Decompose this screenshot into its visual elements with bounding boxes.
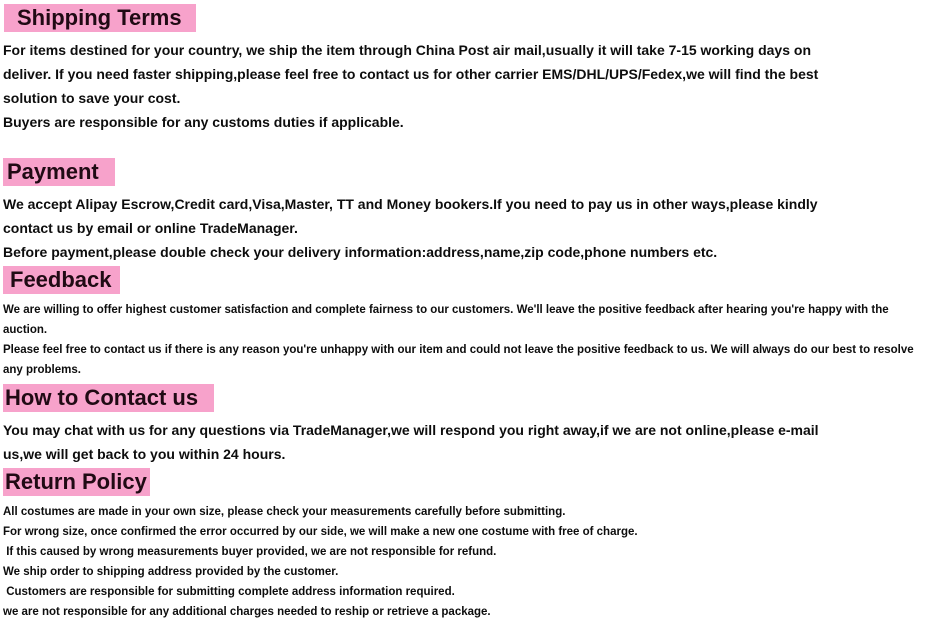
text-line: We ship order to shipping address provided by the customer. — [3, 566, 339, 578]
shipping-terms-heading — [3, 4, 943, 32]
text-line: auction. — [3, 324, 48, 336]
feedback-paragraph-0 — [3, 300, 943, 340]
text-line: Customers are responsible for submitting complete address information required. — [3, 586, 455, 598]
shipping-terms-paragraph-0 — [3, 38, 943, 110]
text-line: We accept Alipay Escrow,Credit card,Visa,Master, TT and Money bookers.If you need to pay us in other ways,please kindly — [3, 196, 818, 212]
text-line: For wrong size, once confirmed the error occurred by our side, we will make a new one costume with free of charge. — [3, 526, 638, 538]
text-line: You may chat with us for any questions via TradeManager,we will respond you right away,if we are not online,please e-mail — [3, 422, 819, 438]
text-line: contact us by email or online TradeManager. — [3, 220, 298, 236]
policy-sections — [3, 4, 943, 621]
shipping-terms-heading-highlight: Shipping Terms — [4, 4, 196, 32]
text-line: Buyers are responsible for any customs duties if applicable. — [3, 114, 404, 130]
text-line: any problems. — [3, 364, 81, 376]
text-line: us,we will get back to you within 24 hours. — [3, 446, 286, 462]
section-payment — [3, 158, 943, 264]
text-line: deliver. If you need faster shipping,please feel free to contact us for other carrier EMS/DHL/UPS/Fedex,we will find the best — [3, 66, 819, 82]
text-line: we are not responsible for any additional charges needed to reship or retrieve a package. — [3, 606, 491, 618]
return-policy-paragraph-0 — [3, 502, 943, 621]
feedback-heading — [3, 266, 943, 294]
return-policy-heading — [3, 468, 943, 496]
how-to-contact-us-heading-highlight: How to Contact us — [3, 384, 214, 412]
text-line: For items destined for your country, we ship the item through China Post air mail,usually it will take 7-15 working days on — [3, 42, 812, 58]
how-to-contact-us-paragraph-0 — [3, 418, 943, 466]
payment-heading-highlight: Payment — [3, 158, 115, 186]
section-how-to-contact-us — [3, 384, 943, 466]
payment-paragraph-0 — [3, 192, 943, 240]
text-line: Please feel free to contact us if there is any reason you're unhappy with our item and could not leave the positive feedback to us. We will always do our best to resolve — [3, 344, 914, 356]
shipping-terms-paragraph-1 — [3, 110, 943, 134]
feedback-paragraph-1 — [3, 340, 943, 380]
feedback-heading-highlight: Feedback — [3, 266, 120, 294]
section-shipping-terms — [3, 4, 943, 134]
text-line: solution to save your cost. — [3, 90, 181, 106]
section-return-policy — [3, 468, 943, 621]
payment-paragraph-1 — [3, 240, 943, 264]
return-policy-heading-highlight: Return Policy — [3, 468, 150, 496]
section-feedback — [3, 266, 943, 380]
text-line: All costumes are made in your own size, please check your measurements carefully before submitting. — [3, 506, 566, 518]
text-line: Before payment,please double check your delivery information:address,name,zip code,phone numbers etc. — [3, 244, 718, 260]
how-to-contact-us-heading — [3, 384, 943, 412]
payment-heading — [3, 158, 943, 186]
text-line: If this caused by wrong measurements buyer provided, we are not responsible for refund. — [3, 546, 497, 558]
text-line: We are willing to offer highest customer satisfaction and complete fairness to our customers. We'll leave the positive feedback after hearing you're happy with the — [3, 304, 889, 316]
